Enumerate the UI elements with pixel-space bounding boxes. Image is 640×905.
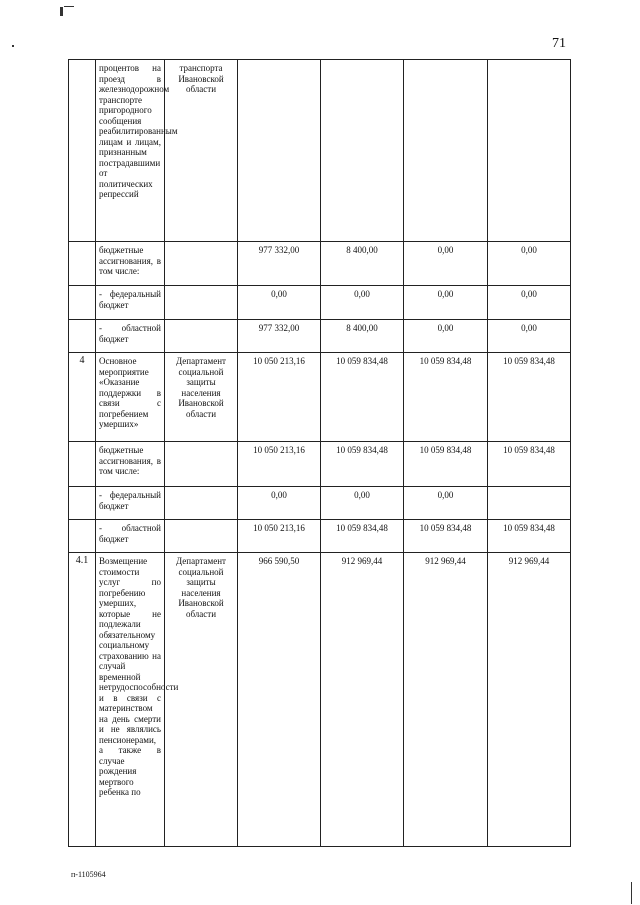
scan-mark-top-line [64, 6, 74, 7]
value-cell-2: 8 400,00 [321, 242, 404, 286]
value-cell-4 [488, 487, 571, 520]
value-cell-3: 10 059 834,48 [404, 442, 488, 487]
value-cell-1: 0,00 [238, 286, 321, 320]
row-name-cell: Основное мероприятие «Оказание поддержки в связи с погребением умерших» [96, 353, 165, 442]
row-name-cell: - областной бюджет [96, 520, 165, 553]
row-executor-cell [165, 487, 238, 520]
value-cell-3: 0,00 [404, 286, 488, 320]
value-cell-2: 10 059 834,48 [321, 442, 404, 487]
row-number-cell [69, 442, 96, 487]
table-row [69, 487, 571, 520]
row-number-cell [69, 520, 96, 553]
value-cell-2: 10 059 834,48 [321, 520, 404, 553]
row-name-cell: - областной бюджет [96, 320, 165, 353]
value-cell-4: 0,00 [488, 286, 571, 320]
value-cell-3: 0,00 [404, 487, 488, 520]
row-number-cell [69, 242, 96, 286]
value-cell-1: 966 590,50 [238, 553, 321, 847]
table-row [69, 60, 571, 242]
row-name-cell: процентов на проезд в железнодорожном транспорте пригородного сообщения реабилитированным лицам и лицам, признанным пострадавшими от политических репрессий [96, 60, 165, 242]
value-cell-3: 10 059 834,48 [404, 353, 488, 442]
row-executor-cell [165, 442, 238, 487]
page-number: 71 [552, 36, 566, 51]
table-row [69, 242, 571, 286]
row-name-cell: Возмещение стоимости услуг по погребению умерших, которые не подлежали обязательному социальному страхованию на случай временной нетрудоспособности и в связи с материнством на день смерти и не являлись пенсионерами, а также в случае рождения мертвого ребенка по [96, 553, 165, 847]
value-cell-2: 0,00 [321, 286, 404, 320]
row-name-cell: - федеральный бюджет [96, 286, 165, 320]
value-cell-3: 912 969,44 [404, 553, 488, 847]
value-cell-3: 0,00 [404, 242, 488, 286]
value-cell-1: 977 332,00 [238, 320, 321, 353]
row-number-cell [69, 320, 96, 353]
value-cell-4: 912 969,44 [488, 553, 571, 847]
row-number-cell [69, 60, 96, 242]
value-cell-1: 10 050 213,16 [238, 442, 321, 487]
row-name-cell: - федеральный бюджет [96, 487, 165, 520]
row-number-cell: 4 [69, 353, 96, 442]
value-cell-2: 8 400,00 [321, 320, 404, 353]
row-executor-cell [165, 520, 238, 553]
row-executor-cell [165, 320, 238, 353]
row-number-cell [69, 286, 96, 320]
value-cell-2 [321, 60, 404, 242]
value-cell-1: 10 050 213,16 [238, 353, 321, 442]
row-executor-cell: транспорта Ивановской области [165, 60, 238, 242]
row-number-cell: 4.1 [69, 553, 96, 847]
value-cell-4: 10 059 834,48 [488, 353, 571, 442]
table-row [69, 320, 571, 353]
value-cell-2: 912 969,44 [321, 553, 404, 847]
row-executor-cell [165, 286, 238, 320]
value-cell-1: 977 332,00 [238, 242, 321, 286]
value-cell-4 [488, 60, 571, 242]
scan-mark-top [60, 7, 63, 16]
value-cell-4: 10 059 834,48 [488, 520, 571, 553]
row-name-cell: бюджетные ассигнования, в том числе: [96, 442, 165, 487]
value-cell-4: 10 059 834,48 [488, 442, 571, 487]
value-cell-3: 10 059 834,48 [404, 520, 488, 553]
scan-mark-right-edge [631, 882, 632, 904]
value-cell-4: 0,00 [488, 320, 571, 353]
scan-dot-left [12, 45, 14, 47]
table-row [69, 520, 571, 553]
table-row [69, 442, 571, 487]
budget-table [68, 59, 571, 847]
value-cell-1: 10 050 213,16 [238, 520, 321, 553]
table-row [69, 553, 571, 847]
value-cell-2: 0,00 [321, 487, 404, 520]
table-row [69, 286, 571, 320]
row-executor-cell: Департамент социальной защиты населения Ивановской области [165, 553, 238, 847]
value-cell-1: 0,00 [238, 487, 321, 520]
row-name-cell: бюджетные ассигнования, в том числе: [96, 242, 165, 286]
value-cell-2: 10 059 834,48 [321, 353, 404, 442]
row-number-cell [69, 487, 96, 520]
value-cell-3: 0,00 [404, 320, 488, 353]
table-row [69, 353, 571, 442]
value-cell-1 [238, 60, 321, 242]
row-executor-cell [165, 242, 238, 286]
footer-document-code: п-1105964 [71, 870, 106, 879]
value-cell-3 [404, 60, 488, 242]
value-cell-4: 0,00 [488, 242, 571, 286]
row-executor-cell: Департамент социальной защиты населения Ивановской области [165, 353, 238, 442]
